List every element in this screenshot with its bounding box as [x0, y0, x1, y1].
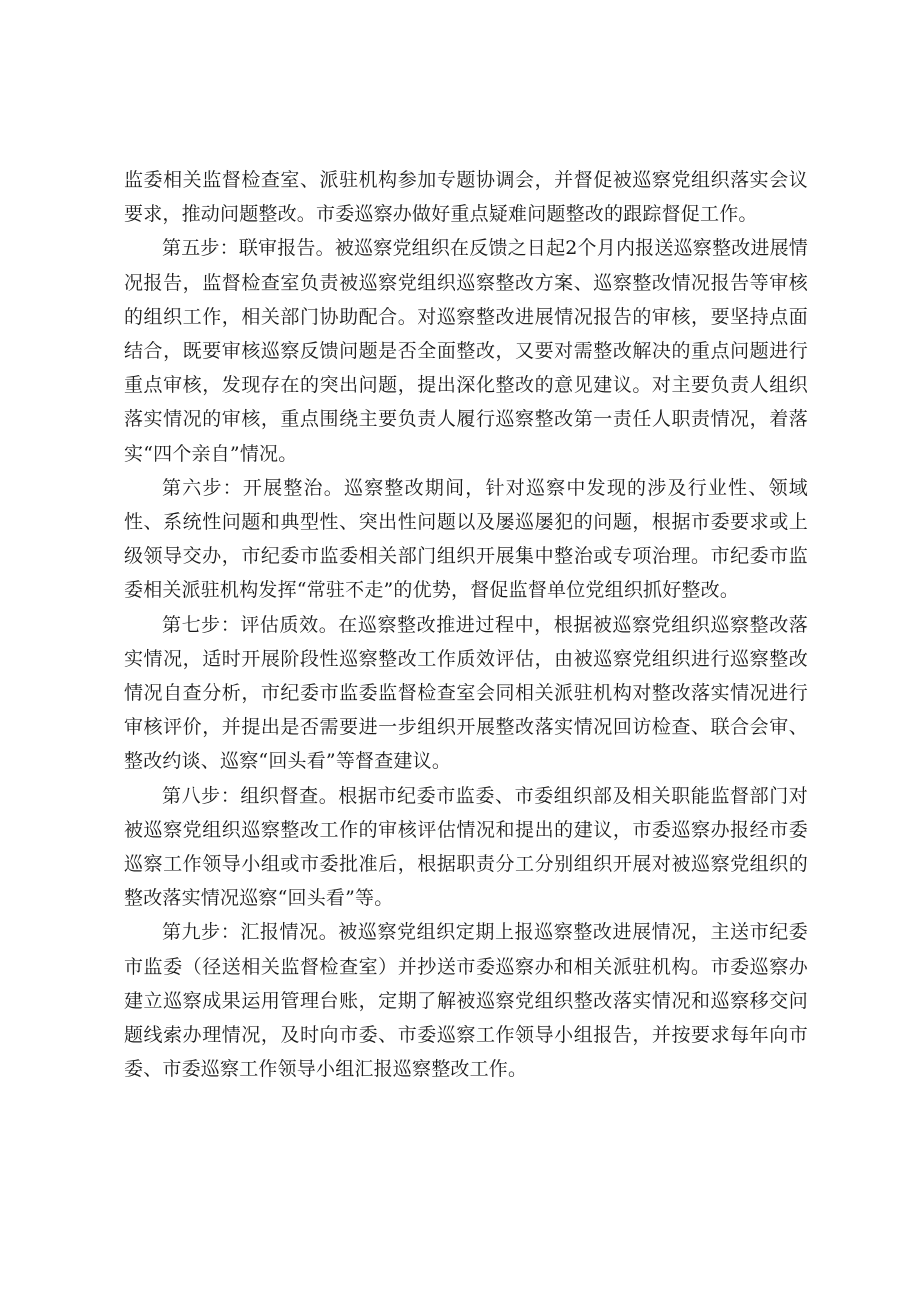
paragraph-step-8: 第八步：组织督查。根据市纪委市监委、市委组织部及相关职能监督部门对被巡察党组织巡察整改工作的审核评估情况和提出的建议，市委巡察办报经市委巡察工作领导小组或市委批准后，根据职责分工分别组织开展对被巡察党组织的整改落实情况巡察“回头看”等。 — [124, 784, 808, 910]
body-text — [124, 163, 808, 1086]
paragraph-step-7: 第七步：评估质效。在巡察整改推进过程中，根据被巡察党组织巡察整改落实情况，适时开展阶段性巡察整改工作质效评估，由被巡察党组织进行巡察整改情况自查分析，市纪委市监委监督检查室会同相关派驻机构对整改落实情况进行审核评价，并提出是否需要进一步组织开展整改落实情况回访检查、联合会审、整改约谈、巡察“回头看”等督查建议。 — [124, 613, 808, 773]
paragraph-step-6: 第六步：开展整治。巡察整改期间，针对巡察中发现的涉及行业性、领域性、系统性问题和典型性、突出性问题以及屡巡屡犯的问题，根据市委要求或上级领导交办，市纪委市监委相关部门组织开展集中整治或专项治理。市纪委市监委相关派驻机构发挥“常驻不走”的优势，督促监督单位党组织抓好整改。 — [124, 476, 808, 602]
paragraph-step-9: 第九步：汇报情况。被巡察党组织定期上报巡察整改进展情况，主送市纪委市监委（径送相关监督检查室）并抄送市委巡察办和相关派驻机构。市委巡察办建立巡察成果运用管理台账，定期了解被巡察党组织整改落实情况和巡察移交问题线索办理情况，及时向市委、市委巡察工作领导小组报告，并按要求每年向市委、市委巡察工作领导小组汇报巡察整改工作。 — [124, 921, 808, 1081]
paragraph-continuation: 监委相关监督检查室、派驻机构参加专题协调会，并督促被巡察党组织落实会议要求，推动问题整改。市委巡察办做好重点疑难问题整改的跟踪督促工作。 — [124, 169, 808, 226]
paragraph-step-5: 第五步：联审报告。被巡察党组织在反馈之日起2个月内报送巡察整改进展情况报告，监督检查室负责被巡察党组织巡察整改方案、巡察整改情况报告等审核的组织工作，相关部门协助配合。对巡察整改进展情况报告的审核，要坚持点面结合，既要审核巡察反馈问题是否全面整改，又要对需整改解决的重点问题进行重点审核，发现存在的突出问题，提出深化整改的意见建议。对主要负责人组织落实情况的审核，重点围绕主要负责人履行巡察整改第一责任人职责情况，着落实“四个亲自”情况。 — [124, 237, 808, 465]
